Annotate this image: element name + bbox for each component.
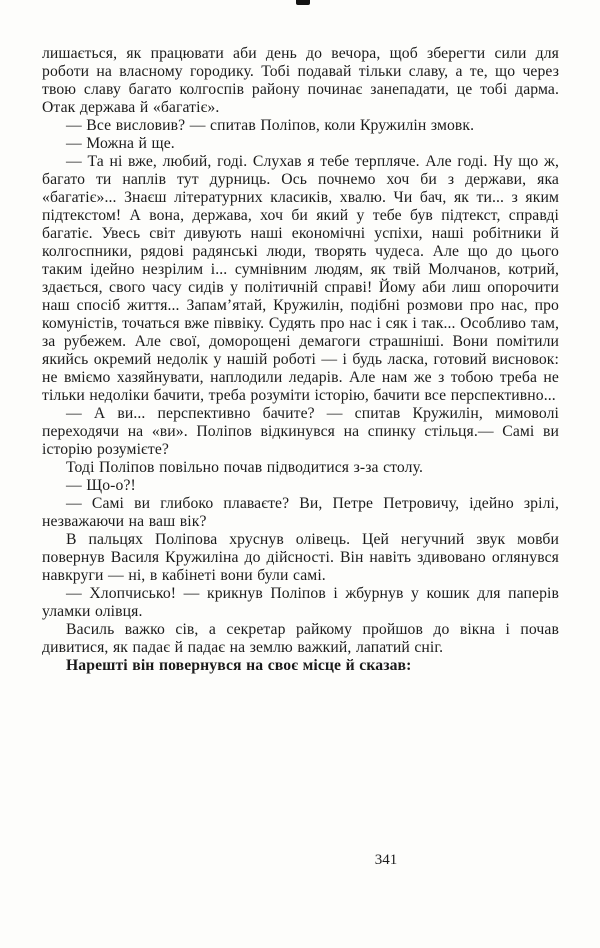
paragraph: лишається, як працювати аби день до вечора, щоб зберегти сили для роботи на власному городику. Тобі подавай тільки славу, а те, що через твою славу багато колгоспів району починає занепадати, це тобі дарма. Отак держава й «багатіє». [42, 45, 559, 116]
paragraph: — Що-о?! [66, 477, 136, 494]
paragraph: Нарешті він повернувся на своє місце й сказав: [66, 657, 412, 674]
paragraph: Василь важко сів, а секретар райкому пройшов до вікна і почав дивитися, як падає й падає на землю важкий, лапатий сніг. [42, 621, 559, 656]
paragraph: — Та ні вже, любий, годі. Слухав я тебе терпляче. Але годі. Ну що ж, багато ти наплів тут дурниць. Ось почнемо хоч би з держави, яка «багатіє»... Знаєш літературних класиків, хвалю. Чи бач, як ти... з яким підтекстом! А вона, держава, хоч би який у тебе був підтекст, справді багатіє. Увесь світ дивують наші економічні успіхи, наші робітники й колгоспники, рядові радянські люди, творять чудеса. Але що до цього таким ідейно незрілим і... сумнівним людям, як твій Молчанов, котрий, здається, свого часу сидів у політичній справі! Йому аби лиш опорочити наш спосіб життя... Запам’ятай, Кружилін, подібні розмови про нас, про комуністів, точаться вже піввіку. Судять про нас і сяк і так... Особливо там, за рубежем. Але свої, доморощені демагоги страшніші. Вони помітили якийсь окремий недолік у нашій роботі — і будь ласка, готовий висновок: не вміємо хазяйнувати, наплодили ледарів. Але нам же з тобою треба не тільки недоліки бачити, треба розуміти історію, бачити все перспективно... [42, 153, 559, 404]
paragraph: — А ви... перспективно бачите? — спитав Кружилін, мимоволі переходячи на «ви». Поліпов відкинувся на спинку стільця.— Самі ви історію розумієте? [42, 405, 559, 458]
paragraph: В пальцях Поліпова хруснув олівець. Цей негучний звук мовби повернув Василя Кружиліна до дійсності. Він навіть здивовано оглянувся навкруги — ні, в кабінеті вони були самі. [42, 531, 559, 584]
paragraph: Тоді Поліпов повільно почав підводитися з-за столу. [66, 459, 423, 476]
page-text-block [42, 45, 559, 675]
paragraph: — Все висловив? — спитав Поліпов, коли Кружилін змовк. [66, 117, 475, 134]
paragraph: — Можна й ще. [66, 135, 175, 152]
page-number: 341 [374, 852, 398, 868]
paragraph: — Хлопчисько! — крикнув Поліпов і жбурнув у кошик для паперів уламки олівця. [42, 585, 559, 620]
paragraph: — Самі ви глибоко плаваєте? Ви, Петре Петровичу, ідейно зрілі, незважаючи на ваш вік? [42, 495, 559, 530]
scan-artifact [296, 0, 310, 5]
